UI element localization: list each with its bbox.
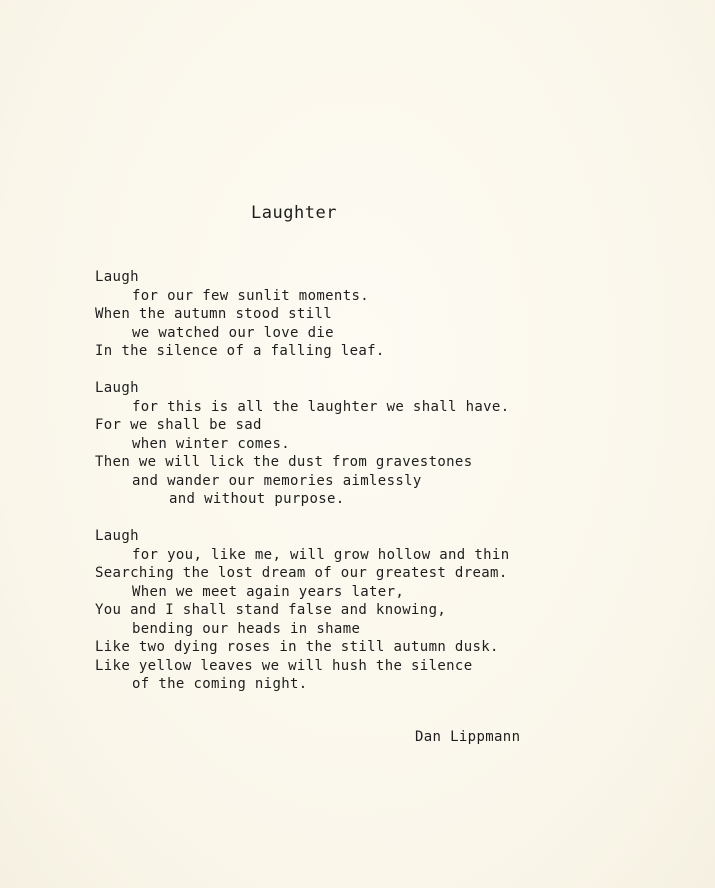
poem-title: Laughter	[251, 203, 337, 223]
poem-line: bending our heads in shame	[132, 620, 361, 637]
poem-line: Like yellow leaves we will hush the silence	[95, 657, 473, 674]
poem-line: Laugh	[95, 269, 139, 285]
poem-line: Searching the lost dream of our greatest dream.	[95, 565, 508, 581]
poem-line: When the autumn stood still	[95, 306, 333, 322]
poem-line: When we meet again years later,	[132, 583, 405, 600]
poem-line: Laugh	[95, 528, 139, 544]
poem-body	[95, 268, 509, 694]
stanza-gap	[95, 509, 509, 528]
poem-line: for you, like me, will grow hollow and thin	[132, 546, 510, 563]
poem-line: of the coming night.	[132, 676, 308, 692]
poem-line: we watched our love die	[132, 324, 334, 341]
poem-line: Like two dying roses in the still autumn dusk.	[95, 639, 499, 655]
poem-line: In the silence of a falling leaf.	[95, 343, 385, 359]
poem-line: Then we will lick the dust from gravestones	[95, 454, 473, 470]
poem-line: and without purpose.	[169, 491, 345, 507]
stanza	[95, 379, 509, 509]
stanza	[95, 268, 509, 361]
poem-line: when winter comes.	[132, 435, 291, 452]
stanza	[95, 527, 509, 694]
poem-line: You and I shall stand false and knowing,	[95, 602, 447, 618]
author-signature: Dan Lippmann	[415, 729, 521, 745]
poem-line: Laugh	[95, 380, 139, 396]
poem-line: for our few sunlit moments.	[132, 287, 370, 304]
poem-line: and wander our memories aimlessly	[132, 472, 422, 489]
stanza-gap	[95, 361, 509, 380]
poem-line: for this is all the laughter we shall have.	[132, 398, 510, 415]
poem-line: For we shall be sad	[95, 417, 262, 433]
